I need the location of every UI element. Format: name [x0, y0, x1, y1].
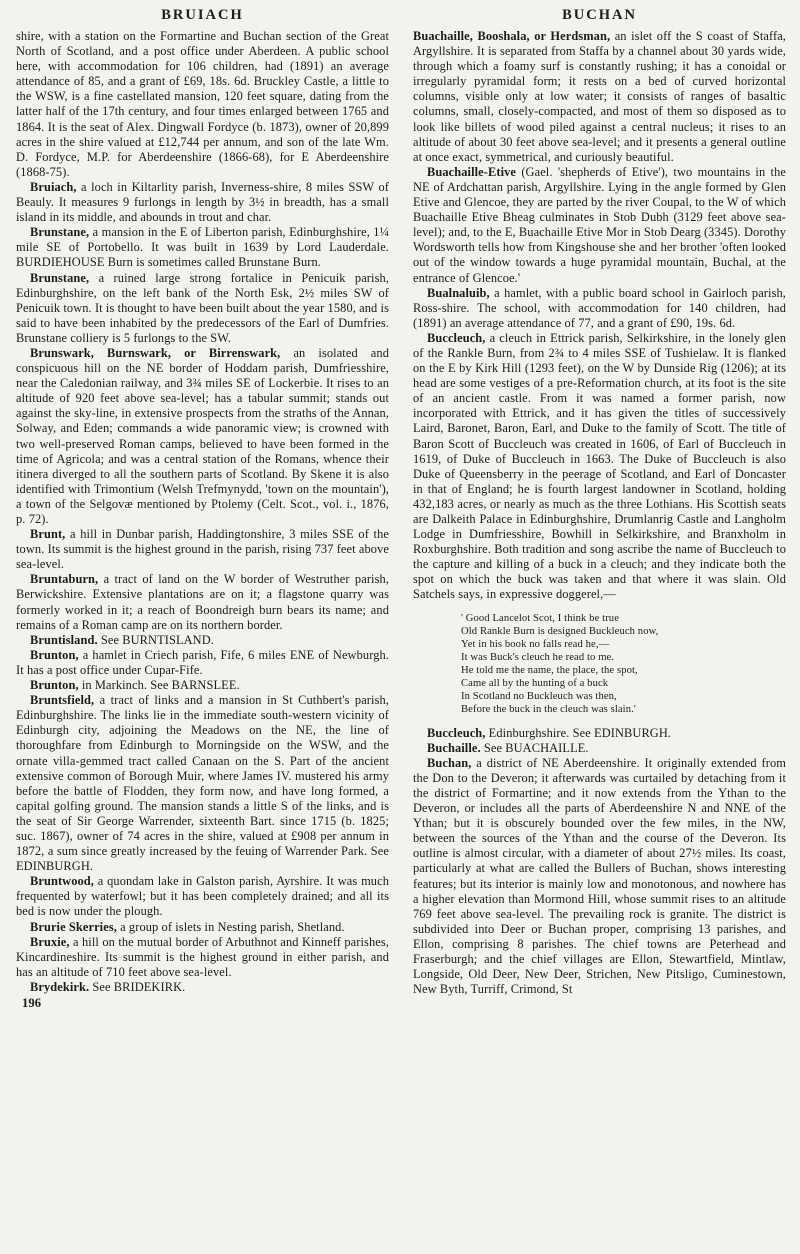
entry-lead: Bruntisland. — [30, 632, 98, 647]
entry-lead: Buchan, — [427, 755, 472, 770]
entry-lead: Brunstane, — [30, 225, 90, 240]
entry-buccleuch — [413, 331, 786, 603]
entry-text: a quondam lake in Galston parish, Ayrshire. It was much frequented by waterfowl; but it has been completely drained; and all its bed is now under the plough. — [16, 874, 389, 919]
entry-text: (Gael. 'shepherds of Etive'), two mountains in the NE of Ardchattan parish, Argyllshire. Lying in the angle formed by Glen Etive and Glencoe, they are parted by the river Coupal, to the W of which Buachaille Etive Bheag culminates in Stob Dubh (3129 feet above sea-level); and, to the E, Buachaille Etive Mor in Stob Dearg (3345). Dorothy Wordsworth tells how from Kingshouse she and her brother 'often looked out of the window towards a huge pyramidal mountain, Buchal, at the entrance of Glencoe.' — [413, 164, 786, 285]
entry-text: a loch in Kiltarlity parish, Inverness-shire, 8 miles SSW of Beauly. It measures 9 furlongs in length by 3½ in breadth, has a small island in its middle, and abounds in trout and char. — [16, 179, 389, 225]
entry-bruxie — [16, 935, 389, 980]
entry-text: a ruined large strong fortalice in Penicuik parish, Edinburghshire, on the left bank of the North Esk, 2½ miles SW of Penicuik town. It is thought to have been built about the year 1580, and is said to have been inhabited by the predecessors of the Earl of Dumfries. Brunstane colliery is 5 furlongs to the SW. — [16, 270, 389, 345]
entry-lead: Bruntsfield, — [30, 693, 95, 708]
entry-brunton-1 — [16, 648, 389, 678]
entry-buchan — [413, 756, 786, 998]
entry-bualnaluib — [413, 286, 786, 331]
entry-text: a tract of links and a mansion in St Cuthbert's parish, Edinburghshire. The links lie in the immediate south-western vicinity of Edinburgh city, adjoining the Meadows on the NE, the line of thoroughfare from Edinburgh to Morningside on the WSW, and the ornate villa-gemmed tract called Canaan on the S. Part of the ancient extensive common of Borough Muir, where James IV. mustered his army before the battle of Flodden, they form now, and have long formed, a capital golfing ground. The mansion stands a little S of the links, and is the seat of Sir George Warrender, sixteenth Bart. since 1715 (b. 1825; suc. 1867), owner of 74 acres in the shire, valued at £908 per annum in 1872, a sum since greatly increased by the feuing of Warrender Park. See EDINBURGH. — [16, 693, 389, 874]
right-column — [413, 29, 786, 1011]
entry-text: See BURNTISLAND. — [97, 632, 214, 647]
entry-buachaille-etive — [413, 165, 786, 286]
entry-text: a hill on the mutual border of Arbuthnot and Kinneff parishes, Kincardineshire. Its summit is the highest ground in either parish, and has an altitude of 710 feet above sea-level. — [16, 934, 389, 979]
entry-text: See BRIDEKIRK. — [89, 979, 186, 994]
verse-line: In Scotland no Buckleuch was then, — [461, 690, 617, 702]
entry-lead: Buachaille-Etive — [427, 164, 517, 179]
entry-bruntsfield — [16, 693, 389, 874]
left-column-header: BRUIACH — [161, 7, 244, 23]
entry-bruiach — [16, 180, 389, 225]
text-columns — [16, 29, 786, 1011]
entry-lead: Brunt, — [30, 527, 66, 542]
entry-lead: Buchaille. — [427, 740, 481, 755]
page-number: 196 — [22, 996, 42, 1010]
entry-buachaille — [413, 29, 786, 165]
running-headers — [16, 7, 786, 24]
entry-text: a hamlet in Criech parish, Fife, 6 miles ENE of Newburgh. It has a post office under Cupar-Fife. — [16, 647, 389, 677]
entry-lead: Brunton, — [30, 647, 79, 662]
entry-buchaille — [413, 741, 786, 756]
right-column-header: BUCHAN — [562, 7, 637, 23]
entry-text: an islet off the S coast of Staffa, Argyllshire. It is separated from Staffa by a channel about 30 yards wide, through which a foamy surf is constantly rushing; it has a conoidal or irregularly pyramidal form; it rests on a bed of curved horizontal columns, visible only at low water; it consists of ranges of basaltic columns, small, closely-compacted, and most of them so disposed as to look like billets of wood piled against a central nucleus; it rises to an altitude of about 30 feet above sea-level; and it presents a general outline at once exact, symmetrical, and curiously beautiful. — [413, 29, 787, 164]
entry-text: shire, with a station on the Formartine and Buchan section of the Great North of Scotland, and a post office under Aberdeen. A public school here, with accommodation for 106 children, had (1891) an average attendance of 85, and a grant of £69, 18s. 6d. Bruckley Castle, a little to the WSW, is a fine castellated mansion, 120 feet square, dating from the latter half of the 17th century, and four times enlarged between 1765 and 1864. It is the seat of Alex. Dingwall Fordyce (b. 1873), owner of 20,899 acres in the shire valued at £12,744 per annum, and son of the late Wm. D. Fordyce, M.P. for Aberdeenshire (1866-68), for E Aberdeenshire (1868-75). — [16, 29, 389, 179]
entry-bruntwood — [16, 874, 389, 919]
verse-line: Old Rankle Burn is designed Buckleuch now, — [461, 625, 659, 637]
entry-bruntaburn — [16, 572, 389, 632]
entry-brydekirk — [16, 980, 389, 995]
entry-text: a mansion in the E of Liberton parish, Edinburghshire, 1¼ mile SE of Portobello. It was built in 1639 by Lord Lauderdale. BURDIEHOUSE Burn is sometimes called Brunstane Burn. — [16, 225, 389, 270]
verse-quote — [461, 612, 786, 716]
entry-lead: Bruntaburn, — [30, 572, 99, 587]
entry-text: a tract of land on the W border of Westruther parish, Berwickshire. Extensive plantations are on it; a flagstone quarry was formerly worked in it; a reach of Boondreigh burn bears its name; and remains of a Roman camp are on its northern border. — [16, 572, 389, 632]
entry-text: See BUACHAILLE. — [480, 740, 589, 755]
entry-brunt — [16, 527, 389, 572]
entry-lead: Brydekirk. — [30, 979, 90, 994]
verse-line: Yet in his book no falls read he,— — [461, 638, 610, 650]
entry-brunstane-2 — [16, 271, 389, 346]
entry-brunswark — [16, 346, 389, 527]
entry-lead: Brunswark, Burnswark, or Birrenswark, — [30, 345, 281, 360]
entry-lead: Bruxie, — [30, 934, 70, 949]
entry-lead: Brurie Skerries, — [30, 919, 117, 934]
entry-text: an isolated and conspicuous hill on the NE border of Hoddam parish, Dumfriesshire, near the Caledonian railway, and 3¾ miles SE of Lockerbie. It rises to an altitude of 920 feet above sea-level; has a tabular summit; stands out against the sky-line, in extensive prospects from the straths of the Annan, Solway, and Eden; commands a wide panoramic view; is crowned with two well-preserved Roman camps, believed to have been formed in the time of Agricola; and was a central station of the Romans, whence their itinera diverged to all the southern parts of Scotland. By Skene it is also identified with Trimontium (Welsh Trefmynydd, 'town on the mountain'), a town of the Selgovæ mentioned by Ptolemy (Celt. Scot., vol. i., 1876, p. 72). — [16, 345, 389, 526]
entry-brunton-2 — [16, 678, 389, 693]
entry-buccleuch-edinburgh — [413, 726, 786, 741]
entry-brurie-skerries — [16, 920, 389, 935]
entry-lead: Bruntwood, — [30, 874, 94, 889]
entry-text: a group of islets in Nesting parish, Shetland. — [116, 919, 345, 934]
verse-line: ' Good Lancelot Scot, I think be true — [461, 612, 620, 624]
entry-lead: Brunton, — [30, 678, 79, 693]
verse-line: Came all by the hunting of a buck — [461, 677, 609, 689]
entry-text: a district of NE Aberdeenshire. It originally extended from the Don to the Deveron; it afterwards was curtailed by detaching from it the district of Formartine; and it now extends from the Ythan to the Deveron, or includes all the parts of Aberdeenshire N and NNE of the Ythan; but it is obscurely bounded over the few miles, in the NW, between the sources of the Ythan and the course of the Deveron. Its outline is almost circular, with a diameter of about 27½ miles. Its coast, particularly at what are called the Bullers of Buchan, shows interesting features; but its interior is mainly low and monotonous, and nowhere has a higher elevation than Mormond Hill, whose summit rises to an altitude 769 feet above sea-level. The prevailing rock is granite. The district is subdivided into Deer or Buchan proper, comprising 13 parishes, and Ellon, comprising 8 parishes. The chief towns are Peterhead and Fraserburgh; and the chief villages are Ellon, Stewartfield, Mintlaw, Longside, Old Deer, New Deer, Strichen, New Pitsligo, Cuminestown, New Byth, Turriff, Crimond, St — [413, 755, 786, 997]
left-column — [16, 29, 389, 1011]
entry-text: in Markinch. See BARNSLEE. — [78, 678, 240, 693]
entry-lead: Buccleuch, — [427, 330, 486, 345]
entry-lead: Bruiach, — [30, 179, 77, 194]
entry-lead: Bualnaluib, — [427, 285, 490, 300]
verse-line: He told me the name, the place, the spot, — [461, 664, 638, 676]
entry-bruntisland — [16, 633, 389, 648]
entry-text: a hamlet, with a public board school in Gairloch parish, Ross-shire. The school, with accommodation for 140 children, had (1891) an average attendance of 77, and a grant of £90, 19s. 6d. — [413, 285, 786, 330]
entry-text: a hill in Dunbar parish, Haddingtonshire, 3 miles SSE of the town. Its summit is the highest ground in the parish, rising 737 feet above sea-level. — [16, 527, 389, 572]
entry-brunstane-1 — [16, 225, 389, 270]
entry-lead: Brunstane, — [30, 270, 90, 285]
entry-continuation — [16, 29, 389, 180]
entry-lead: Buccleuch, — [427, 725, 486, 740]
entry-lead: Buachaille, Booshala, or Herdsman, — [413, 29, 611, 43]
entry-text: a cleuch in Ettrick parish, Selkirkshire, in the lonely glen of the Rankle Burn, from 2¾ to 4 miles SSE of Tushielaw. It is flanked on the E by Kirk Hill (1293 feet), on the W by Dunside Rig (1206); at its head are some vestiges of a pre-Reformation church, at its foot is the site of an ancient castle. From it was named a former parish, now incorporated with Ettrick, and it has given the titles of successively Laird, Baronet, Baron, Earl, and Duke to the family of Scott. The title of Baron Scott of Buccleuch was created in 1606, of Earl of Buccleuch in 1619, of Duke of Buccleuch in 1663. The Duke of Buccleuch is also Duke of Queensberry in the peerage of Scotland, and Earl of Doncaster in that of England; he is fourth largest landowner in Scotland, holding 432,183 acres, or nearly as much as the three Lothians. His Scottish seats are Dalkeith Palace in Edinburghshire, Drumlanrig Castle and Langholm Lodge in Dumfriesshire, Bowhill in Selkirkshire, and Branxholm in Roxburghshire. Both tradition and song ascribe the name of Buccleuch to the capture and killing of a buck in a cleuch; and they indicate both the spot on which the buck was taken and that where it was slain. Old Satchels says, in expressive doggerel,— — [413, 330, 786, 602]
verse-line: It was Buck's cleuch he read to me. — [461, 651, 615, 663]
verse-line: Before the buck in the cleuch was slain.' — [461, 703, 636, 715]
entry-text: Edinburghshire. See EDINBURGH. — [485, 725, 672, 740]
